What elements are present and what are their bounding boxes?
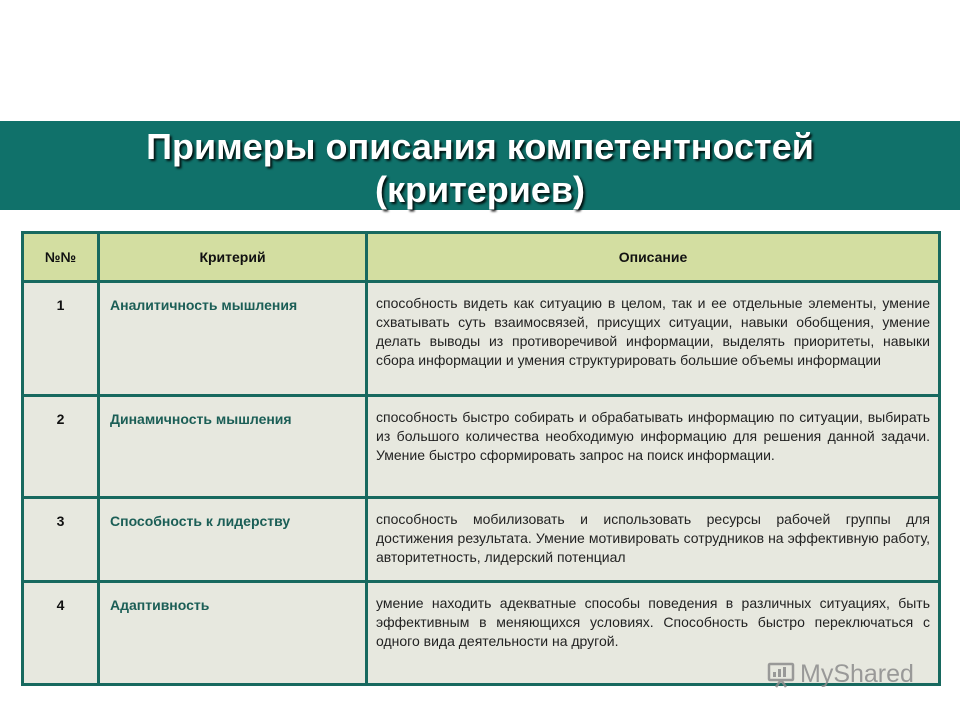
table-row [23,498,940,582]
header-criterion: Критерий [99,233,367,282]
criterion-name: Аналитичность мышления [99,282,367,396]
row-number: 3 [23,498,99,582]
criterion-description: способность быстро собирать и обрабатывать информацию по ситуации, выбирать из большого количества необходимую информацию для решения данной задачи. Умение быстро сформировать запрос на поиск информации. [367,396,940,498]
criterion-name: Адаптивность [99,582,367,685]
page-title [0,125,960,211]
table-row [23,282,940,396]
criterion-name: Динамичность мышления [99,396,367,498]
criterion-description: умение находить адекватные способы поведения в различных ситуациях, быть эффективным в меняющихся условиях. Способность быстро переключаться с одного вида деятельности на другой. [367,582,940,685]
page-title-line-2: (критериев) [374,169,586,210]
row-number: 4 [23,582,99,685]
watermark-text: MyShared [800,659,914,688]
page-title-line-1: Примеры описания компетентностей [146,126,814,167]
watermark [766,656,914,692]
criterion-name: Способность к лидерству [99,498,367,582]
criterion-description: способность мобилизовать и использовать ресурсы рабочей группы для достижения результата. Умение мотивировать сотрудников на эффективную работу, авторитетность, лидерский потенциал [367,498,940,582]
table-header-row [23,233,940,282]
header-description: Описание [367,233,940,282]
header-num: №№ [23,233,99,282]
row-number: 2 [23,396,99,498]
competency-table [21,231,941,686]
criterion-description: способность видеть как ситуацию в целом, так и ее отдельные элементы, умение схватывать суть взаимосвязей, присущих ситуации, навыки обобщения, умение делать выводы из противоречивой информации, выделять приоритеты, навыки сбора информации и умения структурировать большие объемы информации [367,282,940,396]
table-row [23,396,940,498]
row-number: 1 [23,282,99,396]
presentation-board-icon [766,659,796,689]
